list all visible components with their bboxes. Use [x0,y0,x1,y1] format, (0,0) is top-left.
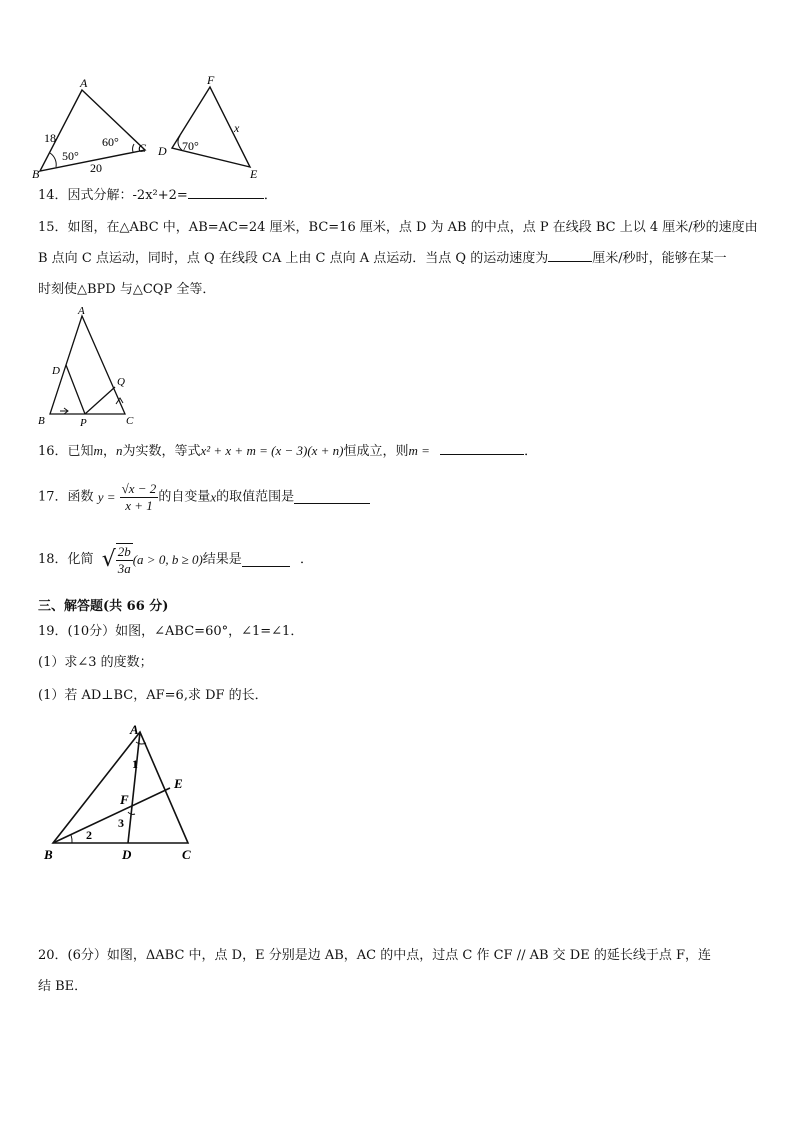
q16-sep: ， [102,444,116,459]
q19-angle-2: 2 [86,828,92,842]
q18-answer-blank[interactable] [242,554,290,567]
q14-answer-blank[interactable] [188,186,264,199]
q18-numerator: 2b [117,544,131,559]
q18-denominator: 3a [117,561,131,576]
q18-pre: 18．化简 [38,552,94,567]
q18-fraction [116,543,133,577]
q16-end: ． [524,444,538,459]
question-17 [38,481,370,514]
q19-label-b: B [44,847,53,862]
q15-label-b: B [38,415,45,427]
question-15-line2 [38,249,727,269]
question-20-line2: 结 BE． [38,979,88,994]
q19-label-d: D [122,847,132,862]
figure-q19 [36,718,206,866]
q15-line2a: B 点向 C 点运动，同时，点 Q 在线段 CA 上由 C 点向 A 点运动．当点 Q 的运动速度为 [38,251,549,266]
q14-end: ． [263,188,277,203]
q18-condition: (a > 0, b ≥ 0) [132,552,203,567]
triangle-abc-q15 [50,316,125,414]
question-19-line1: 19．(10分）如图，∠ABC=60°，∠1=∠1． [38,624,304,639]
side-fe-label: x [234,121,240,135]
section-3-heading: 三、解答题(共 66 分) [38,599,169,614]
angle-c-arc [133,144,134,152]
q17-pre: 17．函数 [38,489,94,505]
q19-label-f: F [120,792,129,807]
angle-d-value: 70° [182,139,199,153]
q18-end: ． [299,552,313,567]
q15-label-p: P [80,417,87,428]
angle-c-value: 60° [102,135,119,149]
q16-var-m: m [93,443,103,458]
question-19-line2: (1）求∠3 的度数； [38,655,153,670]
q17-post: 的自变量 [158,489,211,505]
angle-b-arc [50,153,56,167]
q19-label-c: C [182,847,191,862]
q17-fraction [120,481,159,514]
question-19-line3: (1）若 AD⊥BC，AF=6,求 DF 的长． [38,688,268,703]
segment-dp [66,365,85,414]
q15-label-q: Q [117,376,125,388]
q19-angle-1: 1 [132,757,138,771]
q17-denominator: x + 1 [125,498,153,513]
q15-line2b: 厘米/秒时，能够在某一 [592,251,727,266]
q17-y: y = [97,489,116,505]
figure-two-triangles [30,70,290,182]
q15-label-a: A [78,305,85,317]
q15-label-d: D [52,365,60,377]
question-14 [38,186,277,206]
question-15-line1: 15．如图，在△ABC 中，AB=AC=24 厘米，BC=16 厘米，点 D 为 AB 的中点，点 P 在线段 BC 上以 4 厘米/秒的速度由 [38,220,758,235]
q17-answer-blank[interactable] [294,491,370,504]
sqrt-sign-icon: √ [101,547,116,572]
label-f: F [207,73,215,87]
label-b: B [32,167,40,181]
q17-post2: 的取值范围是 [216,489,295,505]
q16-var-n: n [115,443,123,458]
q19-angle-3: 3 [118,816,124,830]
q17-numerator: √x − 2 [121,481,157,496]
q16-post: 恒成立，则 [343,444,409,459]
segment-be [53,788,170,843]
question-15-line3: 时刻使△BPD 与△CQP 全等． [38,282,216,297]
side-bc-length: 20 [90,161,102,175]
q16-m-equals: m = [408,443,430,458]
side-ab-length: 18 [44,131,56,145]
label-a: A [80,76,88,90]
segment-pq [85,387,115,414]
label-e: E [250,167,258,181]
angle-2-arc [71,835,72,843]
q18-post: 结果是 [202,552,242,567]
q15-answer-blank[interactable] [548,249,592,262]
segment-ad [128,732,140,843]
question-18 [38,543,313,577]
q16-equation: x² + x + m = (x − 3)(x + n) [200,443,344,458]
q15-label-c: C [126,415,134,427]
figure-q15 [30,302,150,428]
q16-mid: 为实数，等式 [122,444,201,459]
q19-label-e: E [174,776,183,791]
q14-text: 14．因式分解：-2x²+2= [38,188,188,203]
q16-pre: 16．已知 [38,444,94,459]
angle-b-value: 50° [62,149,79,163]
question-16 [38,441,537,462]
question-20-line1: 20．(6分）如图，ΔABC 中，点 D，E 分别是边 AB，AC 的中点，过点 C 作 CF // AB 交 DE 的延长线于点 F，连 [38,948,711,963]
label-d: D [158,144,167,158]
q16-answer-blank[interactable] [440,442,524,455]
q19-label-a: A [130,722,139,737]
q17-var-x: x [210,489,217,505]
label-c: C [138,141,147,155]
